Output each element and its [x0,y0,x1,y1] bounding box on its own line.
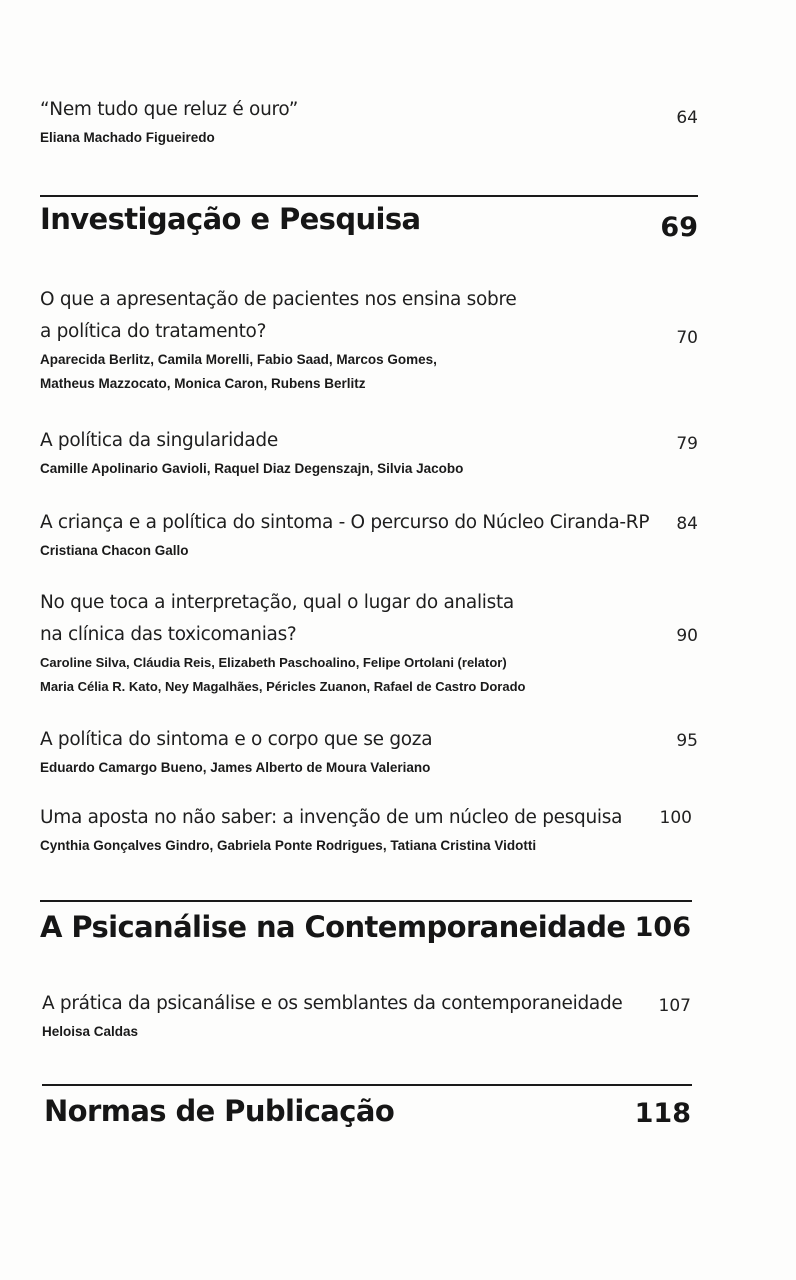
toc-entry-page: 107 [658,996,691,1016]
toc-entry [40,507,649,563]
toc-entry-title-line: a política do tratamento? [40,321,267,342]
section-page: 69 [660,212,698,243]
toc-entry-authors: Heloisa Caldas [42,1024,139,1039]
toc-entry-authors: Camille Apolinario Gavioli, Raquel Diaz Degenszajn, Silvia Jacobo [40,461,464,476]
section-title: Investigação e Pesquisa [40,202,421,236]
section-title: Normas de Publicação [44,1094,395,1128]
toc-entry-title-line: na clínica das toxicomanias? [40,624,297,645]
toc-entry-title-line: No que toca a interpretação, qual o lugar do analista [40,592,514,613]
toc-entry-authors-line: Matheus Mazzocato, Monica Caron, Rubens Berlitz [40,376,366,391]
toc-entry-page: 84 [676,514,698,534]
toc-entry-title: A criança e a política do sintoma - O percurso do Núcleo Ciranda-RP [40,512,650,533]
section-page: 106 [634,912,691,943]
section-divider [40,900,692,902]
toc-entry-title: A política da singularidade [40,430,278,451]
toc-entry-title: A política do sintoma e o corpo que se goza [40,729,433,750]
toc-entry-page: 95 [676,731,698,751]
section-page: 118 [634,1098,691,1129]
toc-entry [40,587,525,699]
toc-entry-title-line: O que a apresentação de pacientes nos ensina sobre [40,289,517,310]
toc-entry-authors-line: Caroline Silva, Cláudia Reis, Elizabeth Paschoalino, Felipe Ortolani (relator) [40,655,507,670]
toc-entry [40,284,516,396]
toc-entry [40,724,432,780]
section-divider [40,195,698,197]
toc-entry-authors: Eliana Machado Figueiredo [40,130,215,145]
toc-entry [42,988,622,1044]
toc-entry-authors: Cristiana Chacon Gallo [40,543,189,558]
toc-entry-title: Uma aposta no não saber: a invenção de um núcleo de pesquisa [40,807,623,828]
toc-entry-authors-line: Maria Célia R. Kato, Ney Magalhães, Péricles Zuanon, Rafael de Castro Dorado [40,679,526,694]
toc-entry-page: 70 [676,328,698,348]
toc-entry-page: 79 [676,434,698,454]
toc-entry-page: 100 [659,808,692,828]
section-title: A Psicanálise na Contemporaneidade [40,910,626,944]
toc-entry [40,94,298,150]
toc-entry [40,425,463,481]
toc-entry-authors: Eduardo Camargo Bueno, James Alberto de Moura Valeriano [40,760,431,775]
toc-entry-title: “Nem tudo que reluz é ouro” [40,99,299,120]
section-divider [42,1084,692,1086]
toc-entry-authors: Cynthia Gonçalves Gindro, Gabriela Ponte Rodrigues, Tatiana Cristina Vidotti [40,838,537,853]
toc-entry-title: A prática da psicanálise e os semblantes da contemporaneidade [42,993,623,1014]
toc-entry-authors-line: Aparecida Berlitz, Camila Morelli, Fabio Saad, Marcos Gomes, [40,352,437,367]
toc-entry-page: 64 [676,108,698,128]
toc-entry-page: 90 [676,626,698,646]
toc-entry [40,802,622,858]
